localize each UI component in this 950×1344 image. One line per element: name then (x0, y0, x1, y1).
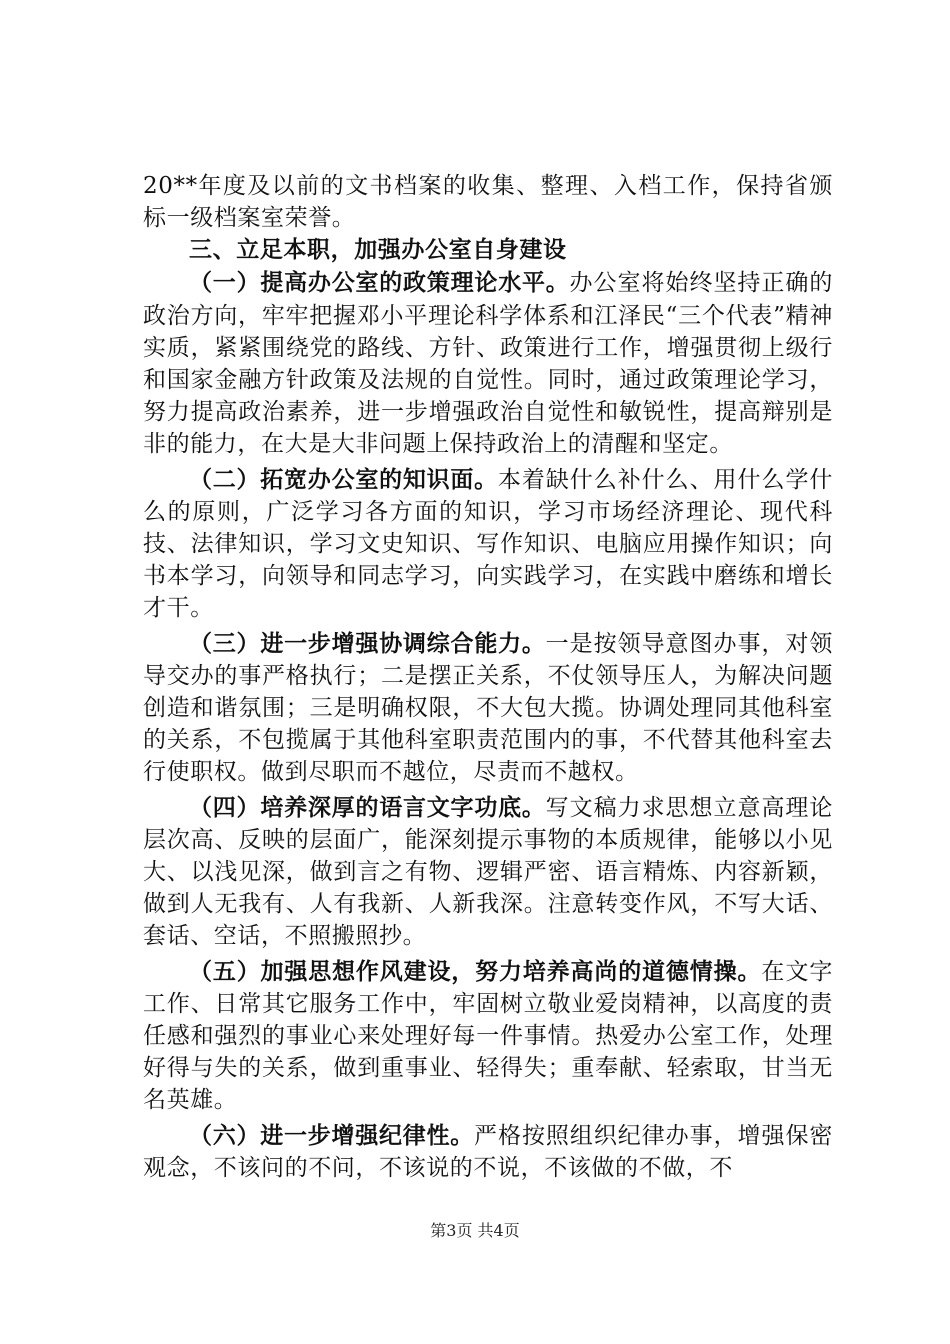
paragraph-body: 严格按照组织纪律办事，增强保密观念，不该问的不问，不该说的不说，不该做的不做，不 (143, 1122, 833, 1181)
paragraph-item-2 (143, 464, 833, 625)
paragraph-title: （三）进一步增强协调综合能力。 (189, 630, 546, 657)
paragraph-title: （五）加强思想作风建设，努力培养高尚的道德情操。 (189, 958, 762, 985)
paragraph-item-5 (143, 956, 833, 1117)
page-number-footer: 第3页 共4页 (430, 1221, 520, 1240)
paragraph-item-1 (143, 267, 833, 460)
paragraph-body: 办公室将始终坚持正确的政治方向，牢牢把握邓小平理论科学体系和江泽民“三个代表”精神实质，紧紧围绕党的路线、方针、政策进行工作，增强贯彻上级行和国家金融方针政策及法规的自觉性。同时，通过政策理论学习，努力提高政治素养，进一步增强政治自觉性和敏锐性，提高辩别是非的能力，在大是大非问题上保持政治上的清醒和坚定。 (143, 270, 833, 458)
paragraph-body: 本着缺什么补什么、用什么学什么的原则，广泛学习各方面的知识，学习市场经济理论、现代科技、法律知识，学习文史知识、写作知识、电脑应用操作知识；向书本学习，向领导和同志学习，向实践学习，在实践中磨练和增长才干。 (143, 466, 834, 622)
paragraph-item-3 (143, 628, 833, 789)
paragraph-title: （二）拓宽办公室的知识面。 (189, 466, 498, 493)
section-heading: 三、立足本职，加强办公室自身建设 (189, 237, 567, 264)
paragraph-body: 写文稿力求思想立意高理论层次高、反映的层面广，能深刻提示事物的本质规律，能够以小见大、以浅见深，做到言之有物、逻辑严密、语言精炼、内容新颖，做到人无我有、人有我新、人新我深。注意转变作风，不写大话、套话、空话，不照搬照抄。 (143, 794, 834, 950)
intro-paragraph: 20**年度及以前的文书档案的收集、整理、入档工作，保持省颁标一级档案室荣誉。 (143, 173, 833, 232)
paragraph-title: （四）培养深厚的语言文字功底。 (189, 794, 546, 821)
paragraph-item-4 (143, 792, 833, 953)
paragraph-title: （一）提高办公室的政策理论水平。 (189, 270, 570, 297)
paragraph-body: 一是按领导意图办事，对领导交办的事严格执行；二是摆正关系，不仗领导压人，为解决问题创造和谐氛围；三是明确权限，不大包大揽。协调处理同其他科室的关系，不包揽属于其他科室职责范围内的事，不代替其他科室去行使职权。做到尽职而不越位，尽责而不越权。 (143, 630, 834, 786)
document-body (143, 170, 833, 1184)
paragraph-item-6 (143, 1120, 833, 1184)
paragraph-title: （六）进一步增强纪律性。 (189, 1122, 475, 1149)
paragraph-body: 在文字工作、日常其它服务工作中，牢固树立敬业爱岗精神，以高度的责任感和强烈的事业心来处理好每一件事情。热爱办公室工作，处理好得与失的关系，做到重事业、轻得失；重奉献、轻索取，甘当无名英雄。 (143, 958, 833, 1114)
